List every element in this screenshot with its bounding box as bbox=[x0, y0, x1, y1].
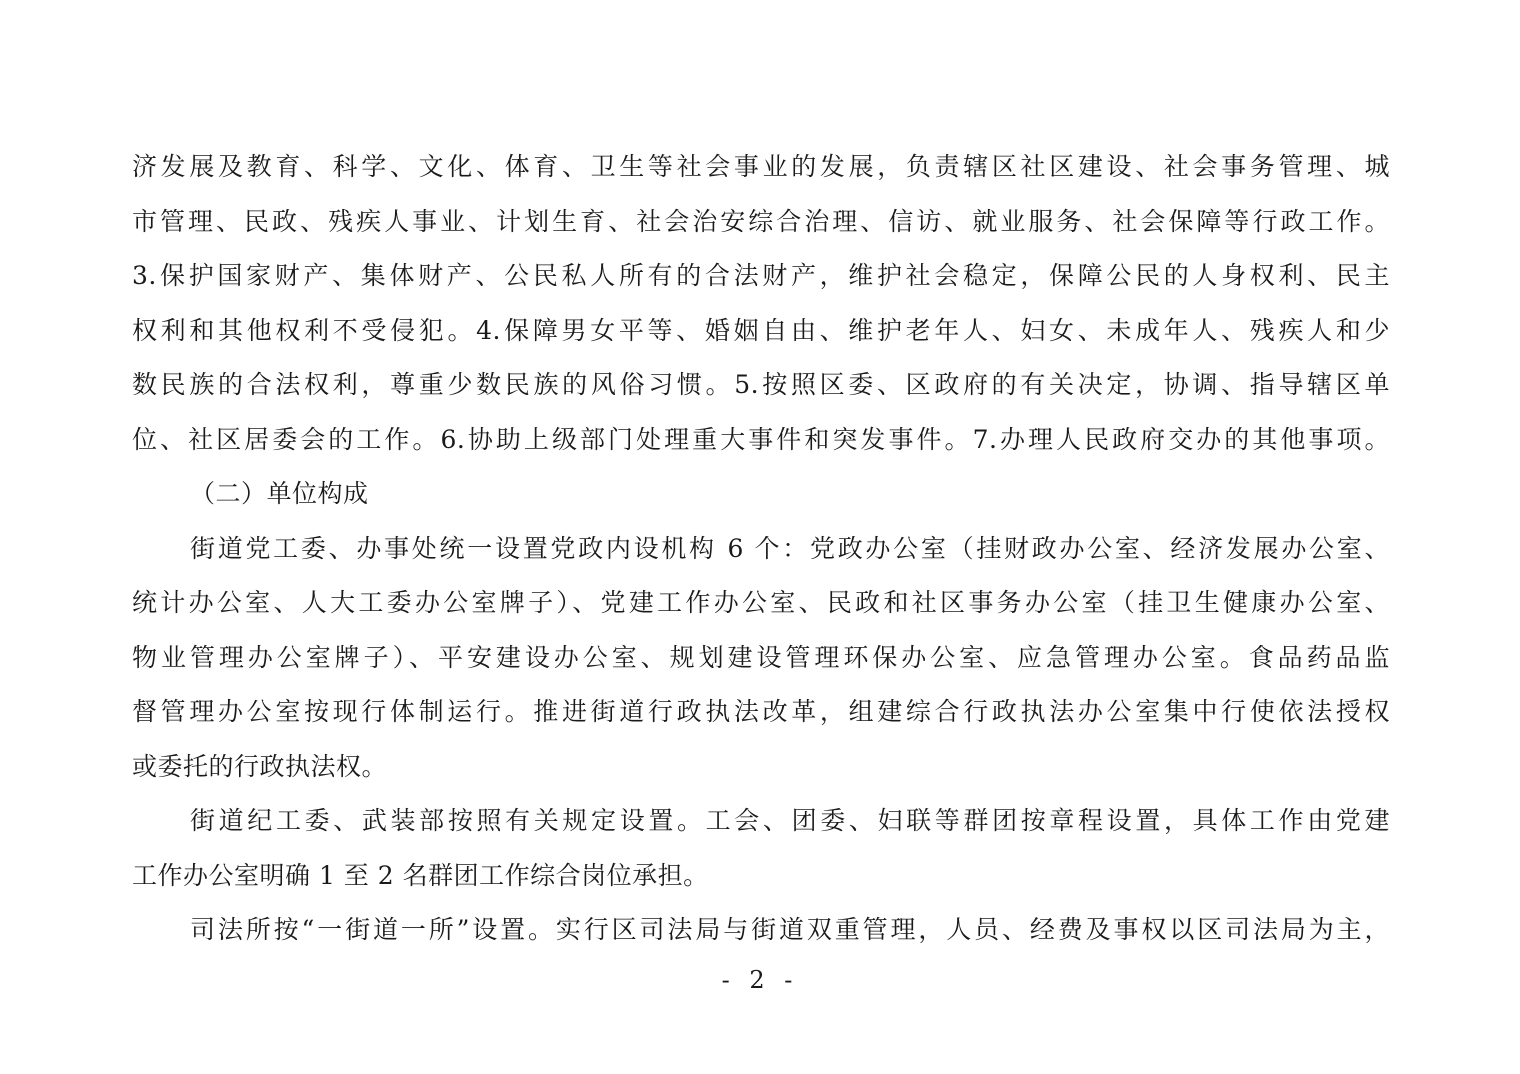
paragraph-line: 市管理、民政、残疾人事业、计划生育、社会治安综合治理、信访、就业服务、社会保障等行政工作。 bbox=[132, 206, 1390, 236]
paragraph-line: 济发展及教育、科学、文化、体育、卫生等社会事业的发展，负责辖区社区建设、社会事务管理、城 bbox=[132, 152, 1390, 181]
paragraph-line: 3.保护国家财产、集体财产、公民私人所有的合法财产，维护社会稳定，保障公民的人身权利、民主 bbox=[132, 261, 1390, 290]
paragraph-line: 街道纪工委、武装部按照有关规定设置。工会、团委、妇联等群团按章程设置，具体工作由党建 bbox=[190, 806, 1390, 835]
section-heading: （二）单位构成 bbox=[190, 479, 369, 508]
paragraph-line: 街道党工委、办事处统一设置党政内设机构 6 个：党政办公室（挂财政办公室、经济发展办公室、 bbox=[190, 533, 1390, 563]
paragraph-line: 司法所按“一街道一所”设置。实行区司法局与街道双重管理，人员、经费及事权以区司法局为主， bbox=[190, 915, 1390, 944]
paragraph-line: 数民族的合法权利，尊重少数民族的风俗习惯。5.按照区委、区政府的有关决定，协调、指导辖区单 bbox=[132, 370, 1390, 399]
paragraph-line: 物业管理办公室牌子）、平安建设办公室、规划建设管理环保办公室、应急管理办公室。食品药品监 bbox=[132, 642, 1390, 672]
paragraph-line: 或委托的行政执法权。 bbox=[132, 751, 388, 781]
paragraph-line: 位、社区居委会的工作。6.协助上级部门处理重大事件和突发事件。7.办理人民政府交办的其他事项。 bbox=[132, 424, 1390, 454]
paragraph-line: 督管理办公室按现行体制运行。推进街道行政执法改革，组建综合行政执法办公室集中行使依法授权 bbox=[132, 697, 1390, 726]
paragraph-line: 工作办公室明确 1 至 2 名群团工作综合岗位承担。 bbox=[132, 860, 709, 890]
page-number: - 2 - bbox=[721, 966, 799, 994]
paragraph-line: 权利和其他权利不受侵犯。4.保障男女平等、婚姻自由、维护老年人、妇女、未成年人、残疾人和少 bbox=[132, 315, 1390, 345]
paragraph-line: 统计办公室、人大工委办公室牌子）、党建工作办公室、民政和社区事务办公室（挂卫生健康办公室、 bbox=[132, 588, 1390, 617]
body-text bbox=[132, 140, 1390, 958]
